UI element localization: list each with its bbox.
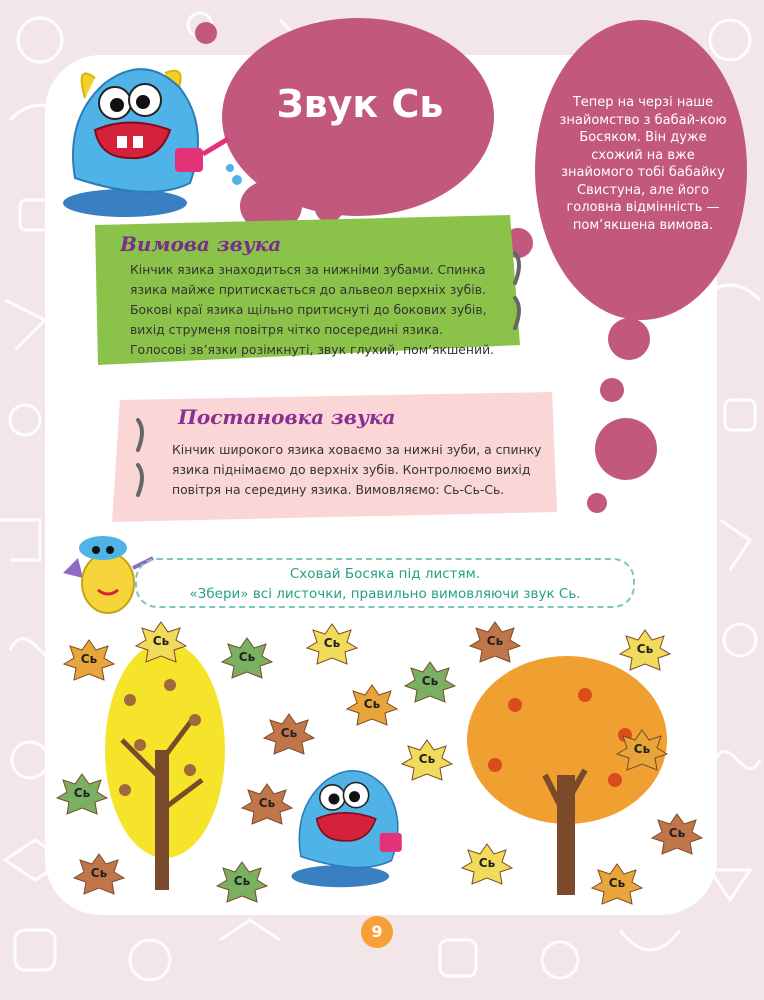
leaf-label: Сь [238, 650, 256, 664]
leaf-label: Сь [80, 652, 98, 666]
clip-icon [505, 248, 525, 338]
instruction-line-2: «Збери» всі листочки, правильно вимовляючи звук Сь. [189, 586, 581, 602]
leaf-card[interactable] [55, 772, 109, 818]
instruction-line-1: Сховай Босяка під листям. [289, 566, 481, 582]
leaf-card[interactable] [134, 620, 188, 666]
leaf-card[interactable] [590, 862, 644, 908]
leaf-label: Сь [73, 786, 91, 800]
leaf-card[interactable] [72, 852, 126, 898]
leaf-label: Сь [636, 642, 654, 656]
decor-bubble [195, 22, 217, 44]
leaf-card[interactable] [345, 683, 399, 729]
leaf-card[interactable] [305, 622, 359, 668]
leaf-card[interactable] [403, 660, 457, 706]
leaf-label: Сь [152, 634, 170, 648]
leaf-card[interactable] [215, 860, 269, 906]
setting-heading: Постановка звука [178, 405, 396, 429]
bosiak-monster-illustration [55, 58, 245, 223]
leaf-card[interactable] [468, 620, 522, 666]
leaf-card[interactable] [262, 712, 316, 758]
decor-bubble [608, 318, 650, 360]
decor-bubble [600, 378, 624, 402]
decor-bubble [595, 418, 657, 480]
leaf-label: Сь [323, 636, 341, 650]
leaf-card[interactable] [400, 738, 454, 784]
leaf-card[interactable] [62, 638, 116, 684]
setting-text: Кінчик широкого язика ховаємо за нижні зуби, а спинку язика піднімаємо до верхніх зубів. Контролюємо вихід повітря на середину язика. Вимовляємо: Сь-Сь-Сь. [172, 442, 542, 497]
leaf-label: Сь [418, 752, 436, 766]
pronunciation-heading: Вимова звука [120, 232, 282, 256]
leaf-label: Сь [363, 697, 381, 711]
clip-icon [128, 415, 148, 505]
leaf-label: Сь [233, 874, 251, 888]
leaf-card[interactable] [240, 782, 294, 828]
leaf-label: Сь [90, 866, 108, 880]
leaf-label: Сь [633, 742, 651, 756]
page-title: Звук Сь [276, 82, 444, 126]
decor-bubble [587, 493, 607, 513]
leaf-label: Сь [668, 826, 686, 840]
leaf-card[interactable] [615, 728, 669, 774]
leaf-label: Сь [258, 796, 276, 810]
leaf-label: Сь [478, 856, 496, 870]
leaf-label: Сь [608, 876, 626, 890]
leaf-card[interactable] [460, 842, 514, 888]
leaf-card[interactable] [220, 636, 274, 682]
leaf-label: Сь [486, 634, 504, 648]
instruction-box [135, 558, 635, 608]
intro-text: Тепер на черзі наше знайомство з бабай-кою Босяком. Він дуже схожий на вже знайомого тобі бабайку Свистуна, але його головна відмінність — пом’якшена вимова. [559, 95, 727, 233]
leaf-label: Сь [280, 726, 298, 740]
pronunciation-text: Кінчик язика знаходиться за нижніми зубами. Спинка язика майже притискається до альвеол верхніх зубів. Бокові краї язика щільно притиснуті до бокових зубів, вихід струменя повітря чітко посередині язика. Голосові зв’язки розімкнуті, звук глухий, пом’якшений. [130, 262, 495, 357]
leaf-label: Сь [421, 674, 439, 688]
leaf-card[interactable] [650, 812, 704, 858]
page-number: 9 [361, 916, 393, 948]
leaf-card[interactable] [618, 628, 672, 674]
